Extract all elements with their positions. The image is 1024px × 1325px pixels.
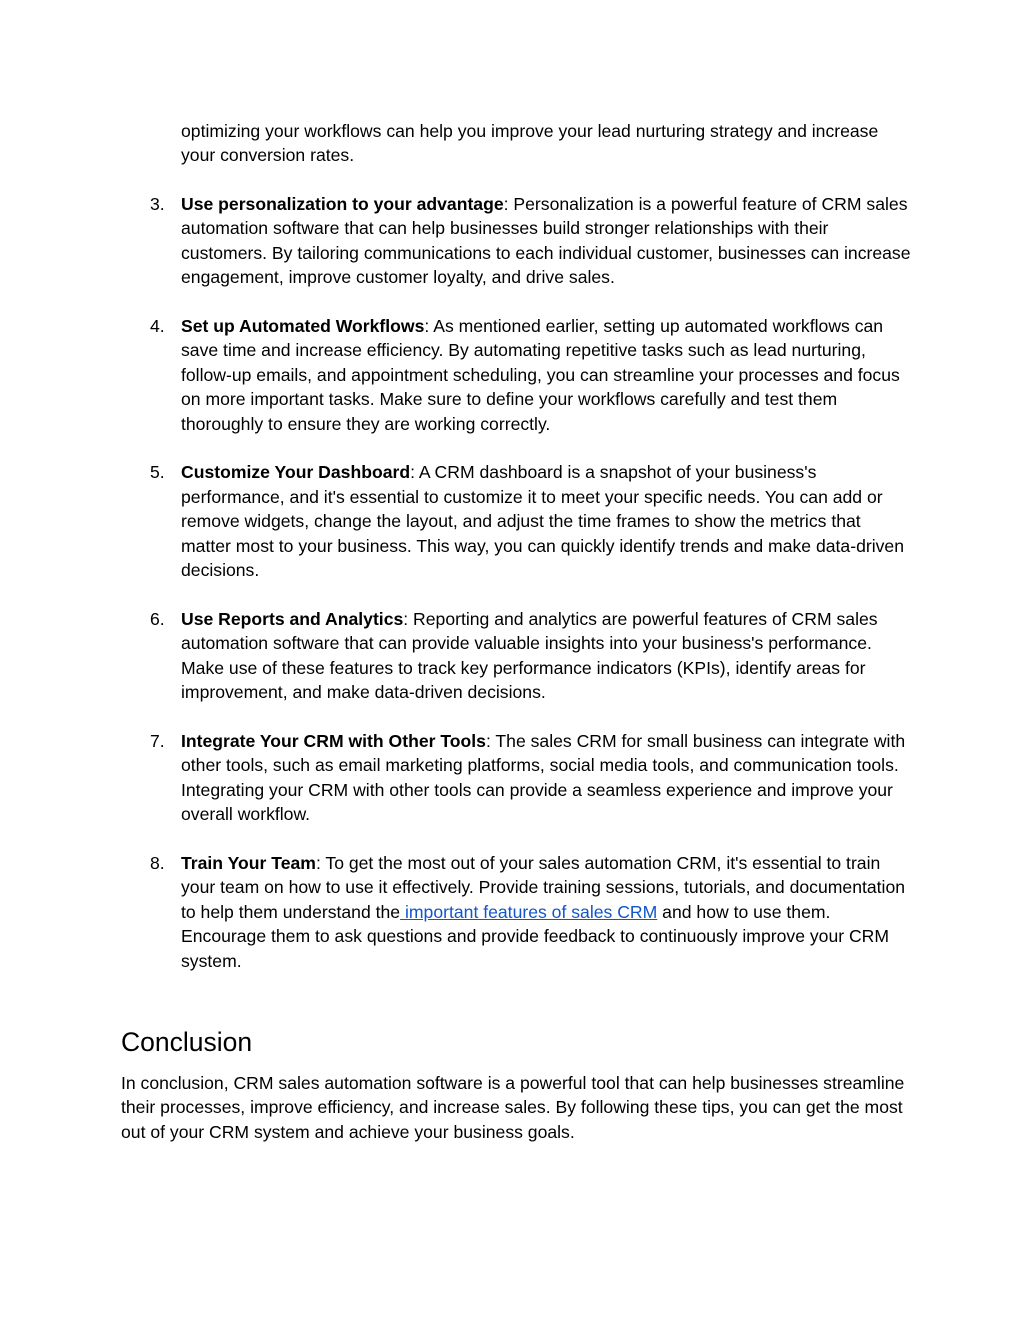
tips-list xyxy=(0,192,1024,997)
list-item xyxy=(0,460,911,582)
list-item-title: Customize Your Dashboard xyxy=(181,462,411,483)
list-item-title: Use personalization to your advantage xyxy=(181,194,504,214)
list-item-text: : Personalization is a powerful feature of CRM sales automation software that can help businesses build stronger relationships with their customers. By tailoring communications to each individual customer, businesses can increase engagement, improve customer loyalty, and drive sales. xyxy=(181,194,911,288)
list-item-text: : As mentioned earlier, setting up automated workflows can save time and increase efficiency. By automating repetitive tasks such as lead nurturing, follow-up emails, and appointment scheduling, you can streamline your processes and focus on more important tasks. Make sure to define your workflows carefully and test them thoroughly to ensure they are working correctly. xyxy=(181,316,900,434)
list-item-text-after-link: and how to use them. Encourage them to ask questions and provide feedback to continuously improve your CRM system. xyxy=(181,901,890,971)
list-item-text: : The sales CRM for small business can integrate with other tools, such as email marketing platforms, social media tools, and communication tools. Integrating your CRM with other tools can provide a seamless experience and improve your overall workflow. xyxy=(181,730,906,825)
list-item-text: : Reporting and analytics are powerful features of CRM sales automation software that can provide valuable insights into your business's performance. Make use of these features to track key performance indicators (KPIs), identify areas for improvement, and make data-driven decisions. xyxy=(181,608,878,703)
list-item-number: 3. xyxy=(150,194,165,214)
list-item xyxy=(0,851,911,973)
list-item-title: Use Reports and Analytics xyxy=(181,608,404,629)
list-item-title: Set up Automated Workflows xyxy=(181,316,425,337)
list-item xyxy=(0,192,911,290)
list-item xyxy=(0,729,911,827)
list-item-text: : A CRM dashboard is a snapshot of your business's performance, and it's essential to customize it to meet your specific needs. You can add or remove widgets, change the layout, and adjust the time frames to show the metrics that matter most to your business. This way, you can quickly identify trends and make data-driven decisions. xyxy=(181,462,904,581)
conclusion-paragraph: In conclusion, CRM sales automation software is a powerful tool that can help businesses streamline their processes, improve efficiency, and increase sales. By following these tips, you can get the most out of your CRM system and achieve your business goals. xyxy=(121,1073,905,1142)
list-item-number: 8. xyxy=(150,852,165,873)
list-item-number: 7. xyxy=(150,730,165,751)
list-item-number: 4. xyxy=(150,316,165,337)
list-item-number: 5. xyxy=(150,462,165,483)
list-item-text-before-link: : To get the most out of your sales automation CRM, it's essential to train your team on how to use it effectively. Provide training sessions, tutorials, and documentation to help them understand the xyxy=(181,852,906,922)
conclusion-heading: Conclusion xyxy=(121,1027,253,1057)
intro-continuation-paragraph: optimizing your workflows can help you improve your lead nurturing strategy and increase your conversion rates. xyxy=(181,121,879,166)
list-item-number: 6. xyxy=(150,608,165,629)
list-item xyxy=(0,607,911,705)
list-item-title: Integrate Your CRM with Other Tools xyxy=(181,730,486,751)
list-item xyxy=(0,314,911,436)
list-item-title: Train Your Team xyxy=(181,852,316,873)
sales-crm-features-link[interactable]: important features of sales CRM xyxy=(400,901,658,922)
